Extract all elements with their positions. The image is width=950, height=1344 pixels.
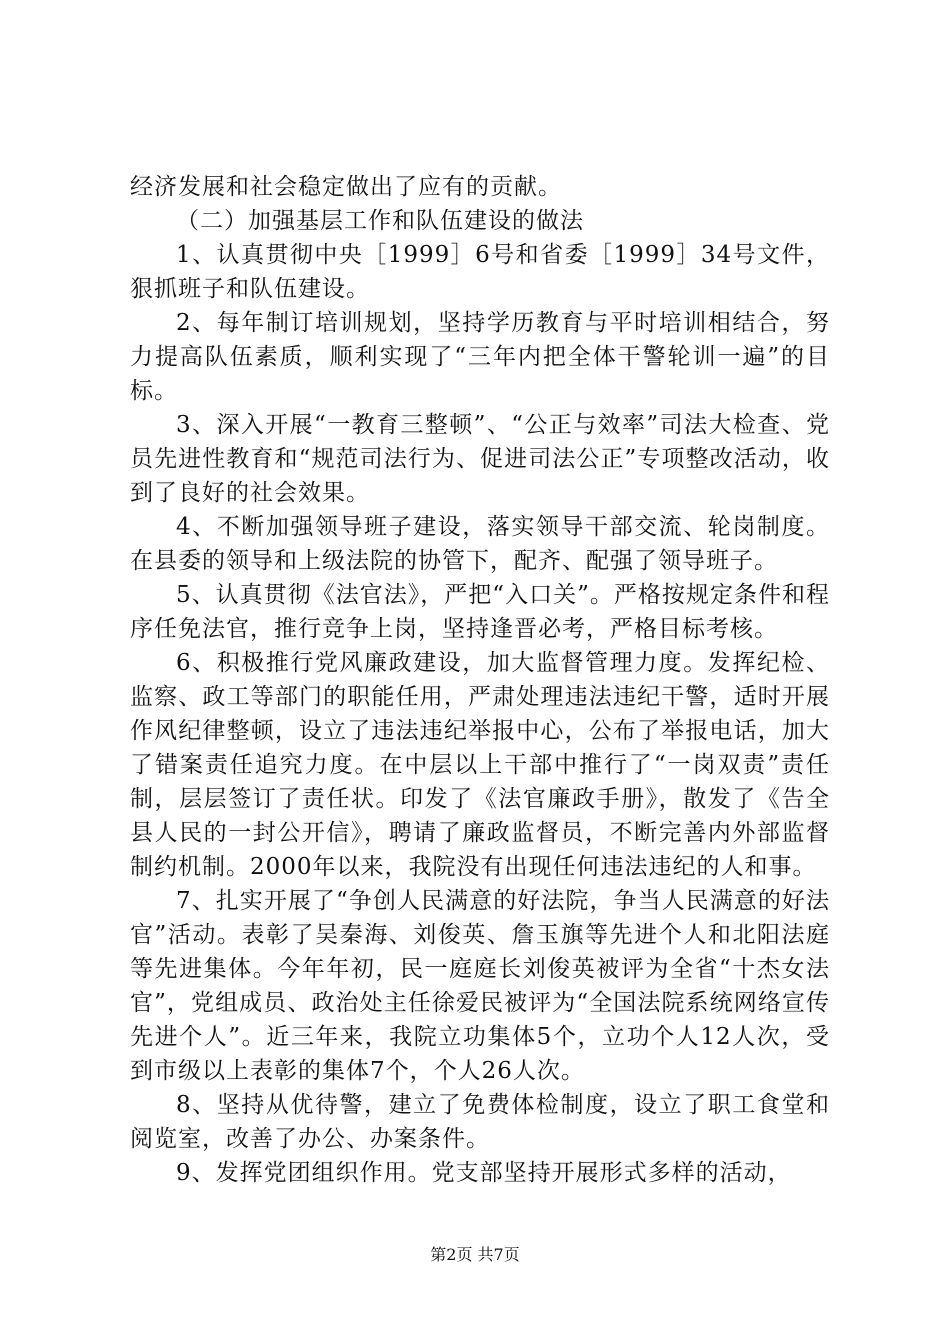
paragraph-item-9: 9、发挥党团组织作用。党支部坚持开展形式多样的活动，	[176, 1160, 792, 1186]
paragraph-item-2: 2、每年制订培训规划，坚持学历教育与平时培训相结合，努力提高队伍素质，顺利实现了“三年内把全体干警轮训一遍”的目标。	[130, 310, 830, 404]
page-number-footer: 第2页 共7页	[430, 1245, 520, 1264]
paragraph-item-4: 4、不断加强领导班子建设，落实领导干部交流、轮岗制度。在县委的领导和上级法院的协管下，配齐、配强了领导班子。	[130, 514, 830, 574]
paragraph-item-8: 8、坚持从优待警，建立了免费体检制度，设立了职工食堂和阅览室，改善了办公、办案条件。	[130, 1092, 830, 1152]
paragraph-item-5: 5、认真贯彻《法官法》，严把“入口关”。严格按规定条件和程序任免法官，推行竞争上岗，坚持逢晋必考，严格目标考核。	[130, 582, 830, 642]
section-heading: （二）加强基层工作和队伍建设的做法	[176, 208, 584, 234]
paragraph-item-7: 7、扎实开展了“争创人民满意的好法院，争当人民满意的好法官”活动。表彰了吴秦海、刘俊英、詹玉旗等先进个人和北阳法庭等先进集体。今年年初，民一庭庭长刘俊英被评为全省“十杰女法官”，党组成员、政治处主任徐爱民被评为“全国法院系统网络宣传先进个人”。近三年来，我院立功集体5个，立功个人12人次，受到市级以上表彰的集体7个，个人26人次。	[130, 888, 830, 1084]
paragraph-item-1: 1、认真贯彻中央［1999］6号和省委［1999］34号文件，狠抓班子和队伍建设。	[130, 242, 830, 302]
paragraph-continuation: 经济发展和社会稳定做出了应有的贡献。	[130, 174, 562, 200]
paragraph-item-6: 6、积极推行党风廉政建设，加大监督管理力度。发挥纪检、监察、政工等部门的职能任用，严肃处理违法违纪干警，适时开展作风纪律整顿，设立了违法违纪举报中心，公布了举报电话，加大了错案责任追究力度。在中层以上干部中推行了“一岗双责”责任制，层层签订了责任状。印发了《法官廉政手册》，散发了《告全县人民的一封公开信》，聘请了廉政监督员，不断完善内外部监督制约机制。2000年以来，我院没有出现任何违法违纪的人和事。	[130, 650, 830, 880]
document-body	[130, 170, 830, 1190]
paragraph-item-3: 3、深入开展“一教育三整顿”、“公正与效率”司法大检查、党员先进性教育和“规范司法行为、促进司法公正”专项整改活动，收到了良好的社会效果。	[130, 412, 830, 506]
